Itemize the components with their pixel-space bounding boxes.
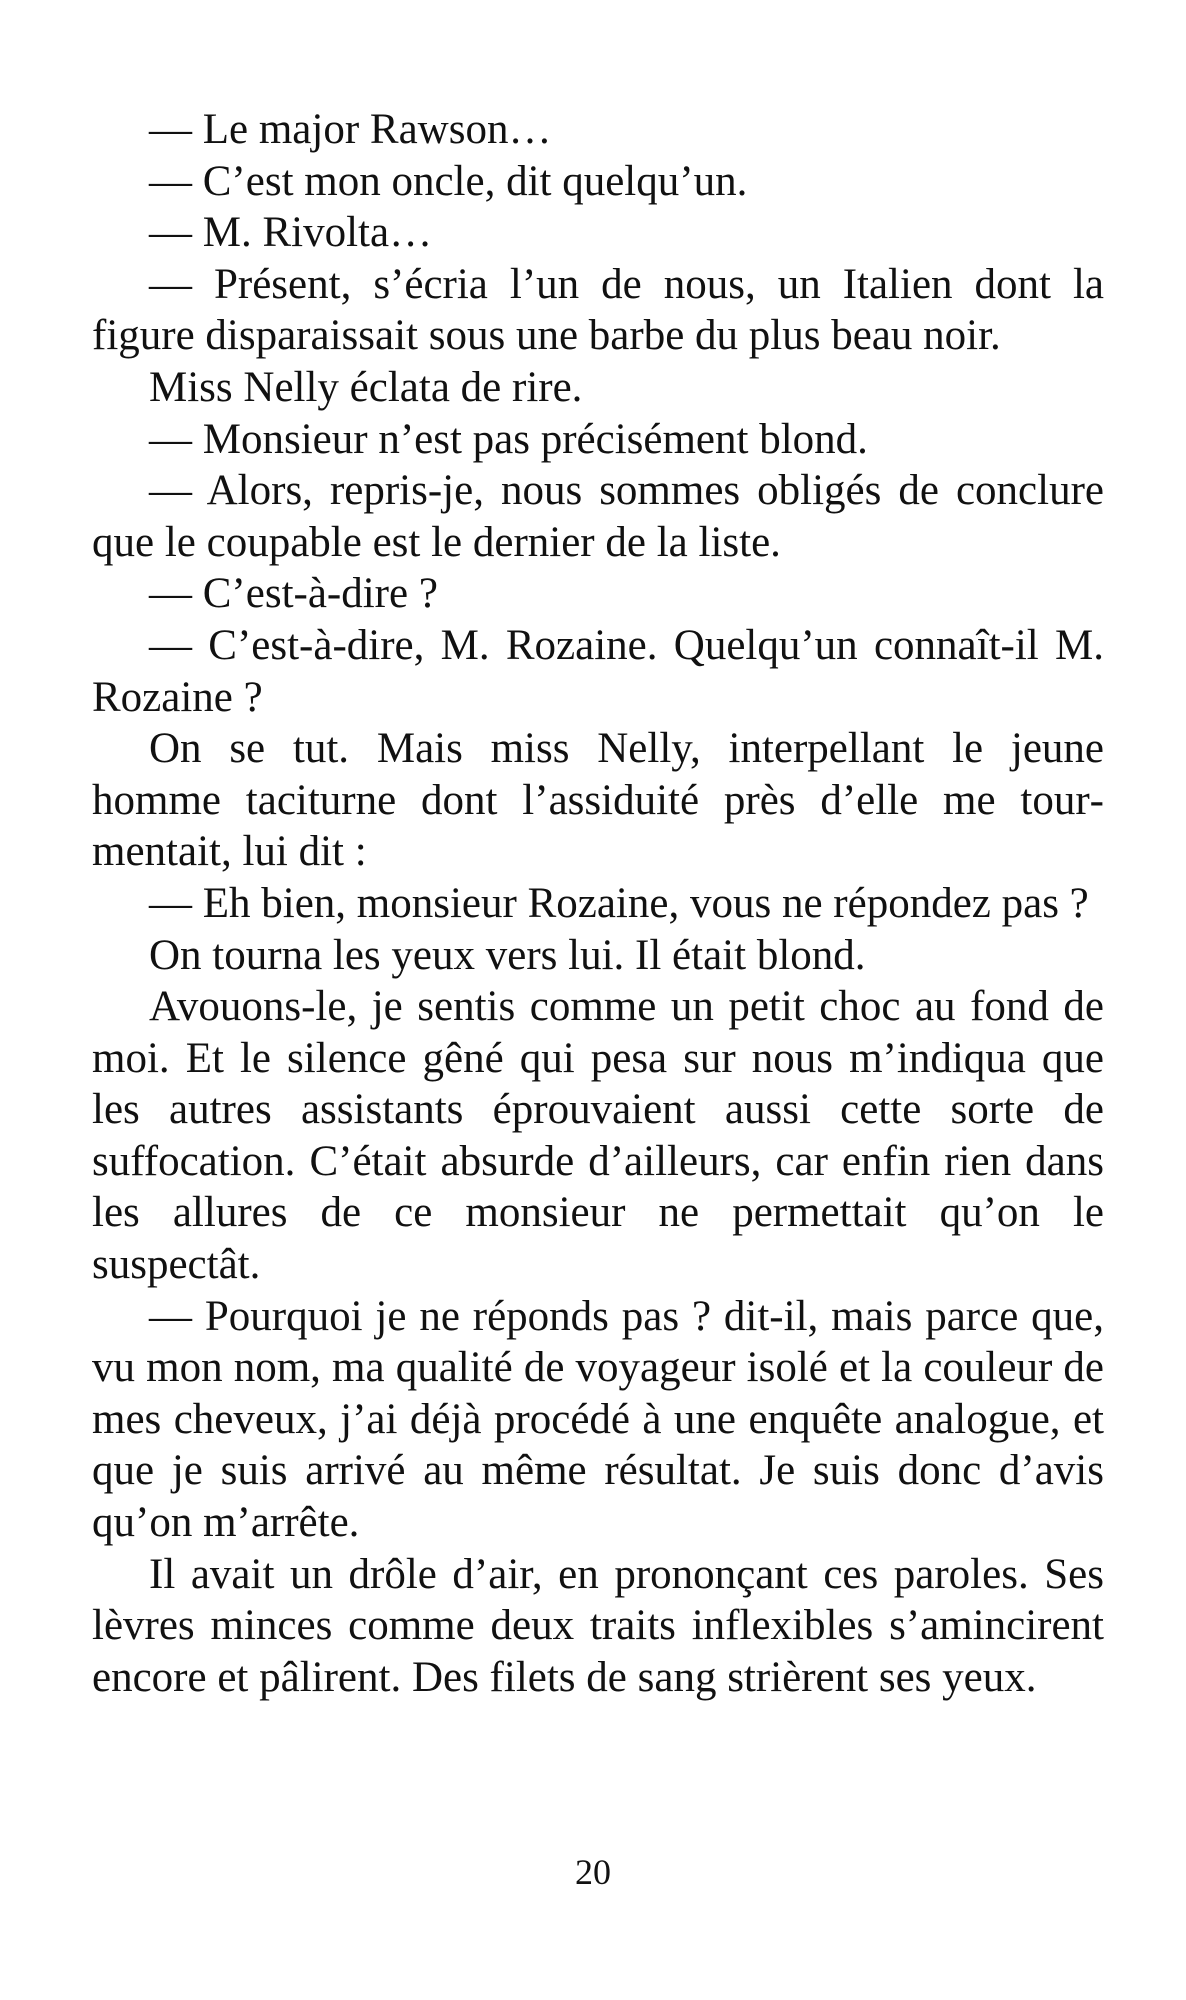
page-number: 20 — [575, 1852, 611, 1892]
paragraph: — Présent, s’écria l’un de nous, un Italien dont la figure disparaissait sous une barbe du plus beau noir. — [92, 260, 1104, 360]
paragraph: — Eh bien, monsieur Rozaine, vous ne répondez pas ? — [149, 879, 1089, 927]
paragraph: On tourna les yeux vers lui. Il était blond. — [149, 931, 866, 979]
paragraph: — C’est-à-dire, M. Rozaine. Quelqu’un connaît-il M. Rozaine ? — [92, 621, 1104, 721]
body-text — [92, 104, 1104, 1703]
paragraph: — Monsieur n’est pas précisément blond. — [149, 415, 868, 463]
paragraph: Avouons-le, je sentis comme un petit choc au fond de moi. Et le silence gêné qui pesa sur nous m’indiqua que les autres assistants éprouvaient aussi cette sorte de suffocation. C’était absurde d’ailleurs, car enfin rien dans les allures de ce monsieur ne permettait qu’on le suspectât. — [92, 983, 1104, 1289]
paragraph: — Pourquoi je ne réponds pas ? dit-il, mais parce que, vu mon nom, ma qualité de voyageur isolé et la couleur de mes cheveux, j’ai déjà procédé à une enquête analogue, et que je suis arrivé au même résultat. Je suis donc d’avis qu’on m’arrête. — [92, 1292, 1104, 1547]
paragraph: — Alors, repris-je, nous sommes obligés de conclure que le coupable est le dernier de la liste. — [92, 467, 1104, 566]
paragraph: On se tut. Mais miss Nelly, interpellant le jeune homme taciturne dont l’assiduité près d’elle me tourmentait, lui dit : — [92, 725, 1104, 876]
paragraph: — C’est mon oncle, dit quelqu’un. — [149, 157, 748, 205]
paragraph: — C’est-à-dire ? — [149, 570, 438, 618]
paragraph: — Le major Rawson… — [149, 106, 552, 153]
paragraph: Il avait un drôle d’air, en prononçant ces paroles. Ses lèvres minces comme deux traits inflexibles s’amincirent encore et pâlirent. Des filets de sang strièrent ses yeux. — [92, 1550, 1104, 1701]
paragraph: Miss Nelly éclata de rire. — [149, 363, 583, 411]
paragraph: — M. Rivolta… — [149, 209, 433, 257]
